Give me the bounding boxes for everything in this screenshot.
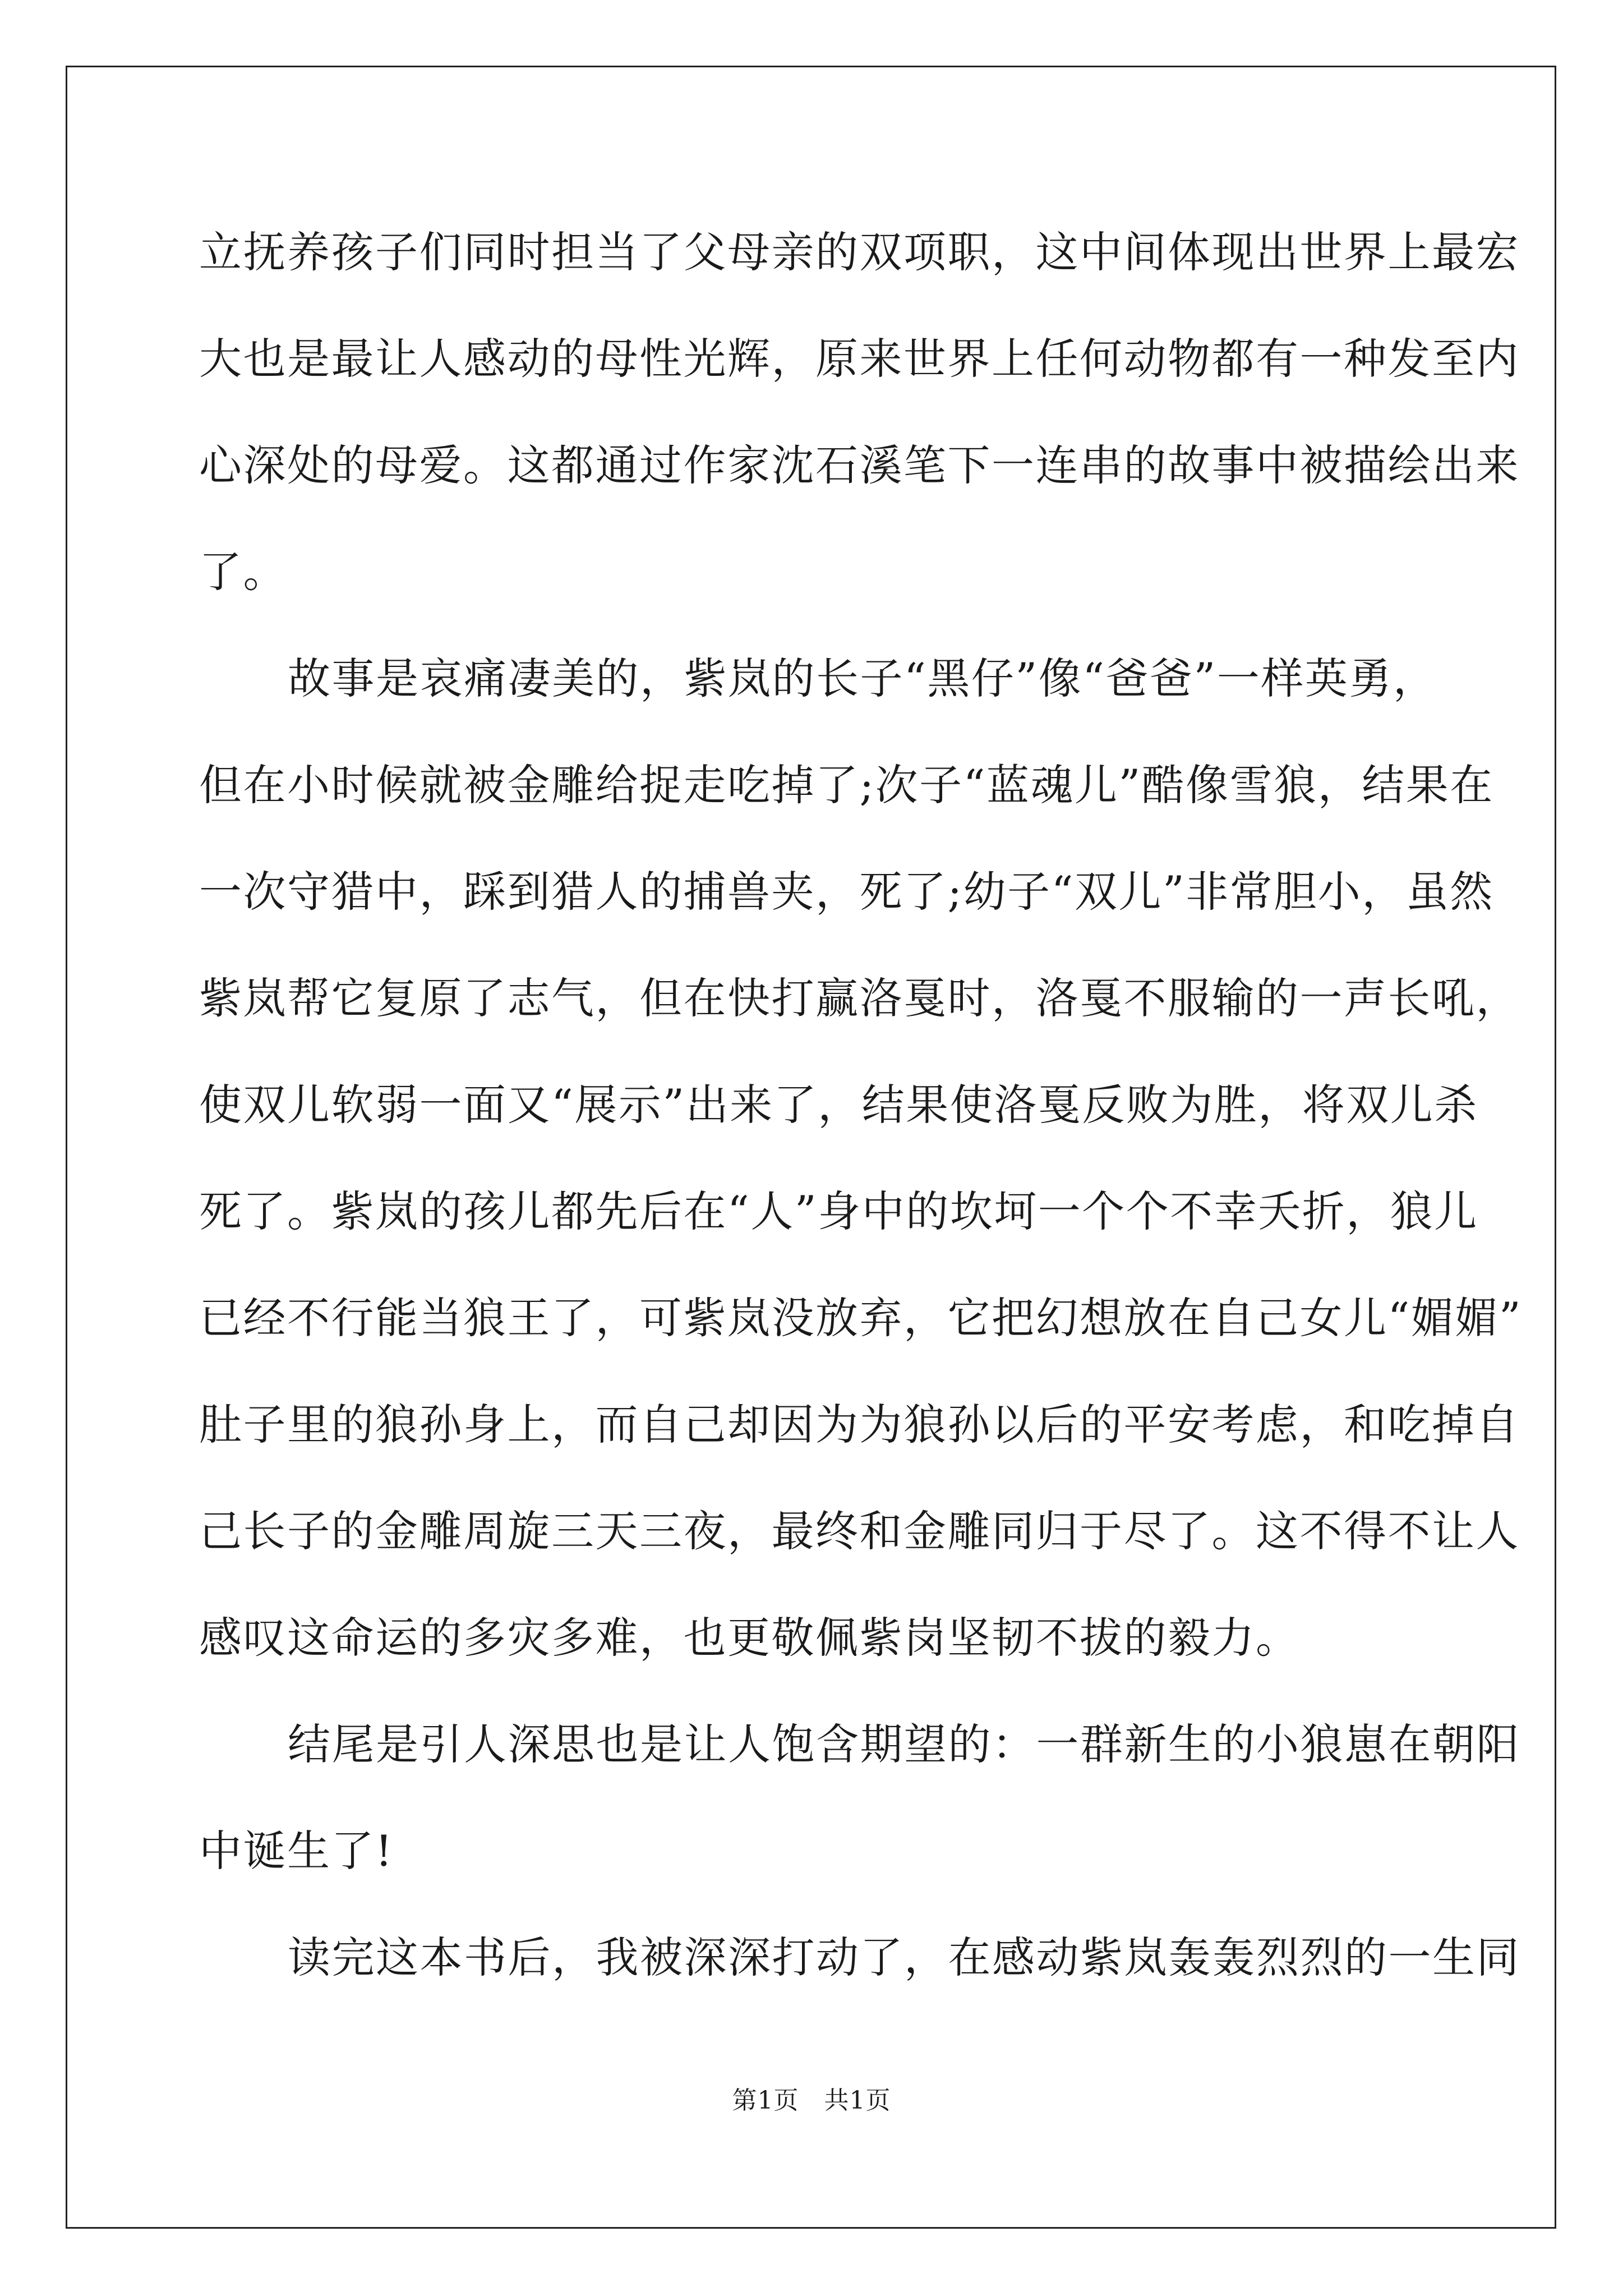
text-line: 死了。紫岚的孩儿都先后在“人”身中的坎坷一个个不幸夭折，狼儿 (199, 1186, 1478, 1236)
text-line: 感叹这命运的多灾多难，也更敬佩紫岗坚韧不拔的毅力。 (199, 1613, 1300, 1663)
text-line: 大也是最让人感动的母性光辉，原来世界上任何动物都有一种发至内 (199, 334, 1520, 384)
text-line: 一次守猎中，踩到猎人的捕兽夹，死了;幼子“双儿”非常胆小，虽然 (199, 867, 1494, 917)
document-body (199, 199, 1523, 2011)
paragraph-start-line: 故事是哀痛凄美的，紫岚的长子“黑仔”像“爸爸”一样英勇， (288, 654, 1437, 703)
text-line: 立抚养孩子们同时担当了父母亲的双项职，这中间体现出世界上最宏 (199, 227, 1520, 277)
text-line: 中诞生了! (199, 1826, 394, 1876)
text-line: 紫岚帮它复原了志气，但在快打赢洛戛时，洛戛不服输的一声长吼， (199, 973, 1520, 1023)
text-line: 了。 (199, 547, 287, 597)
text-line: 肚子里的狼孙身上，而自己却因为为狼孙以后的平安考虑，和吃掉自 (199, 1400, 1520, 1450)
text-line: 心深处的母爱。这都通过作家沈石溪笔下一连串的故事中被描绘出来 (199, 440, 1520, 490)
paragraph-start-line: 结尾是引人深思也是让人饱含期望的：一群新生的小狼崽在朝阳 (288, 1719, 1520, 1769)
paragraph-start-line: 读完这本书后，我被深深打动了，在感动紫岚轰轰烈烈的一生同 (288, 1932, 1520, 1982)
text-line: 己长子的金雕周旋三天三夜，最终和金雕同归于尽了。这不得不让人 (199, 1506, 1520, 1556)
text-line: 使双儿软弱一面又“展示”出来了，结果使洛戛反败为胜，将双儿杀 (199, 1080, 1478, 1130)
text-line: 已经不行能当狼王了，可紫岚没放弃，它把幻想放在自己女儿“媚媚” (199, 1293, 1523, 1343)
text-line: 但在小时候就被金雕给捉走吃掉了;次子“蓝魂儿”酷像雪狼，结果在 (199, 760, 1494, 810)
page-number-footer: 第1页 共1页 (732, 2086, 891, 2115)
